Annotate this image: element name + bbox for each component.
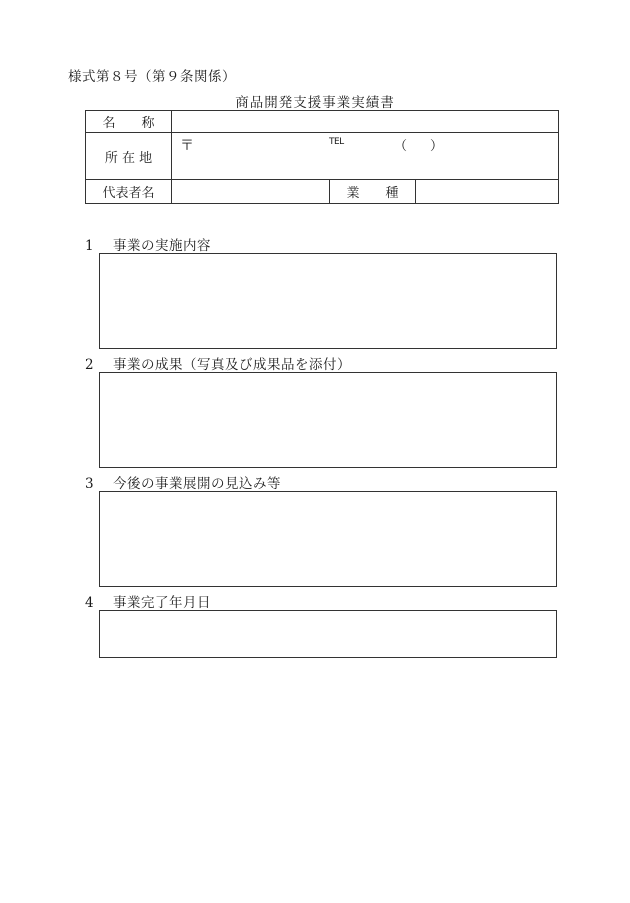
section-number: 3 [85,476,95,492]
section-title: 事業の実施内容 [113,238,211,254]
section-3-heading [85,472,281,492]
representative-label: 代表者名 [86,180,172,204]
industry-field[interactable] [416,180,559,204]
tel-paren-close: ） [430,139,444,154]
section-number: 4 [85,595,95,611]
section-title: 事業完了年月日 [113,595,211,611]
postal-mark: 〒 [180,138,194,154]
section-2-heading [85,353,351,373]
section-4-heading [85,591,211,611]
section-1-heading [85,234,211,254]
section-number: 2 [85,357,95,373]
form-number: 様式第８号（第９条関係） [68,69,236,85]
tel-paren-open: （ [394,139,408,154]
section-2-box[interactable] [99,372,557,468]
tel-label: TEL [329,137,344,147]
address-field[interactable] [172,133,559,180]
industry-label: 業 種 [330,180,416,204]
applicant-info-table [85,110,559,204]
document-title: 商品開発支援事業実績書 [235,95,395,111]
section-number: 1 [85,238,95,254]
representative-field[interactable] [172,180,330,204]
section-title: 事業の成果（写真及び成果品を添付） [113,357,351,373]
section-title: 今後の事業展開の見込み等 [113,476,281,492]
address-label: 所 在 地 [86,133,172,180]
name-label: 名 称 [86,111,172,133]
section-1-box[interactable] [99,253,557,349]
section-4-box[interactable] [99,610,557,658]
section-3-box[interactable] [99,491,557,587]
name-field[interactable] [172,111,559,133]
